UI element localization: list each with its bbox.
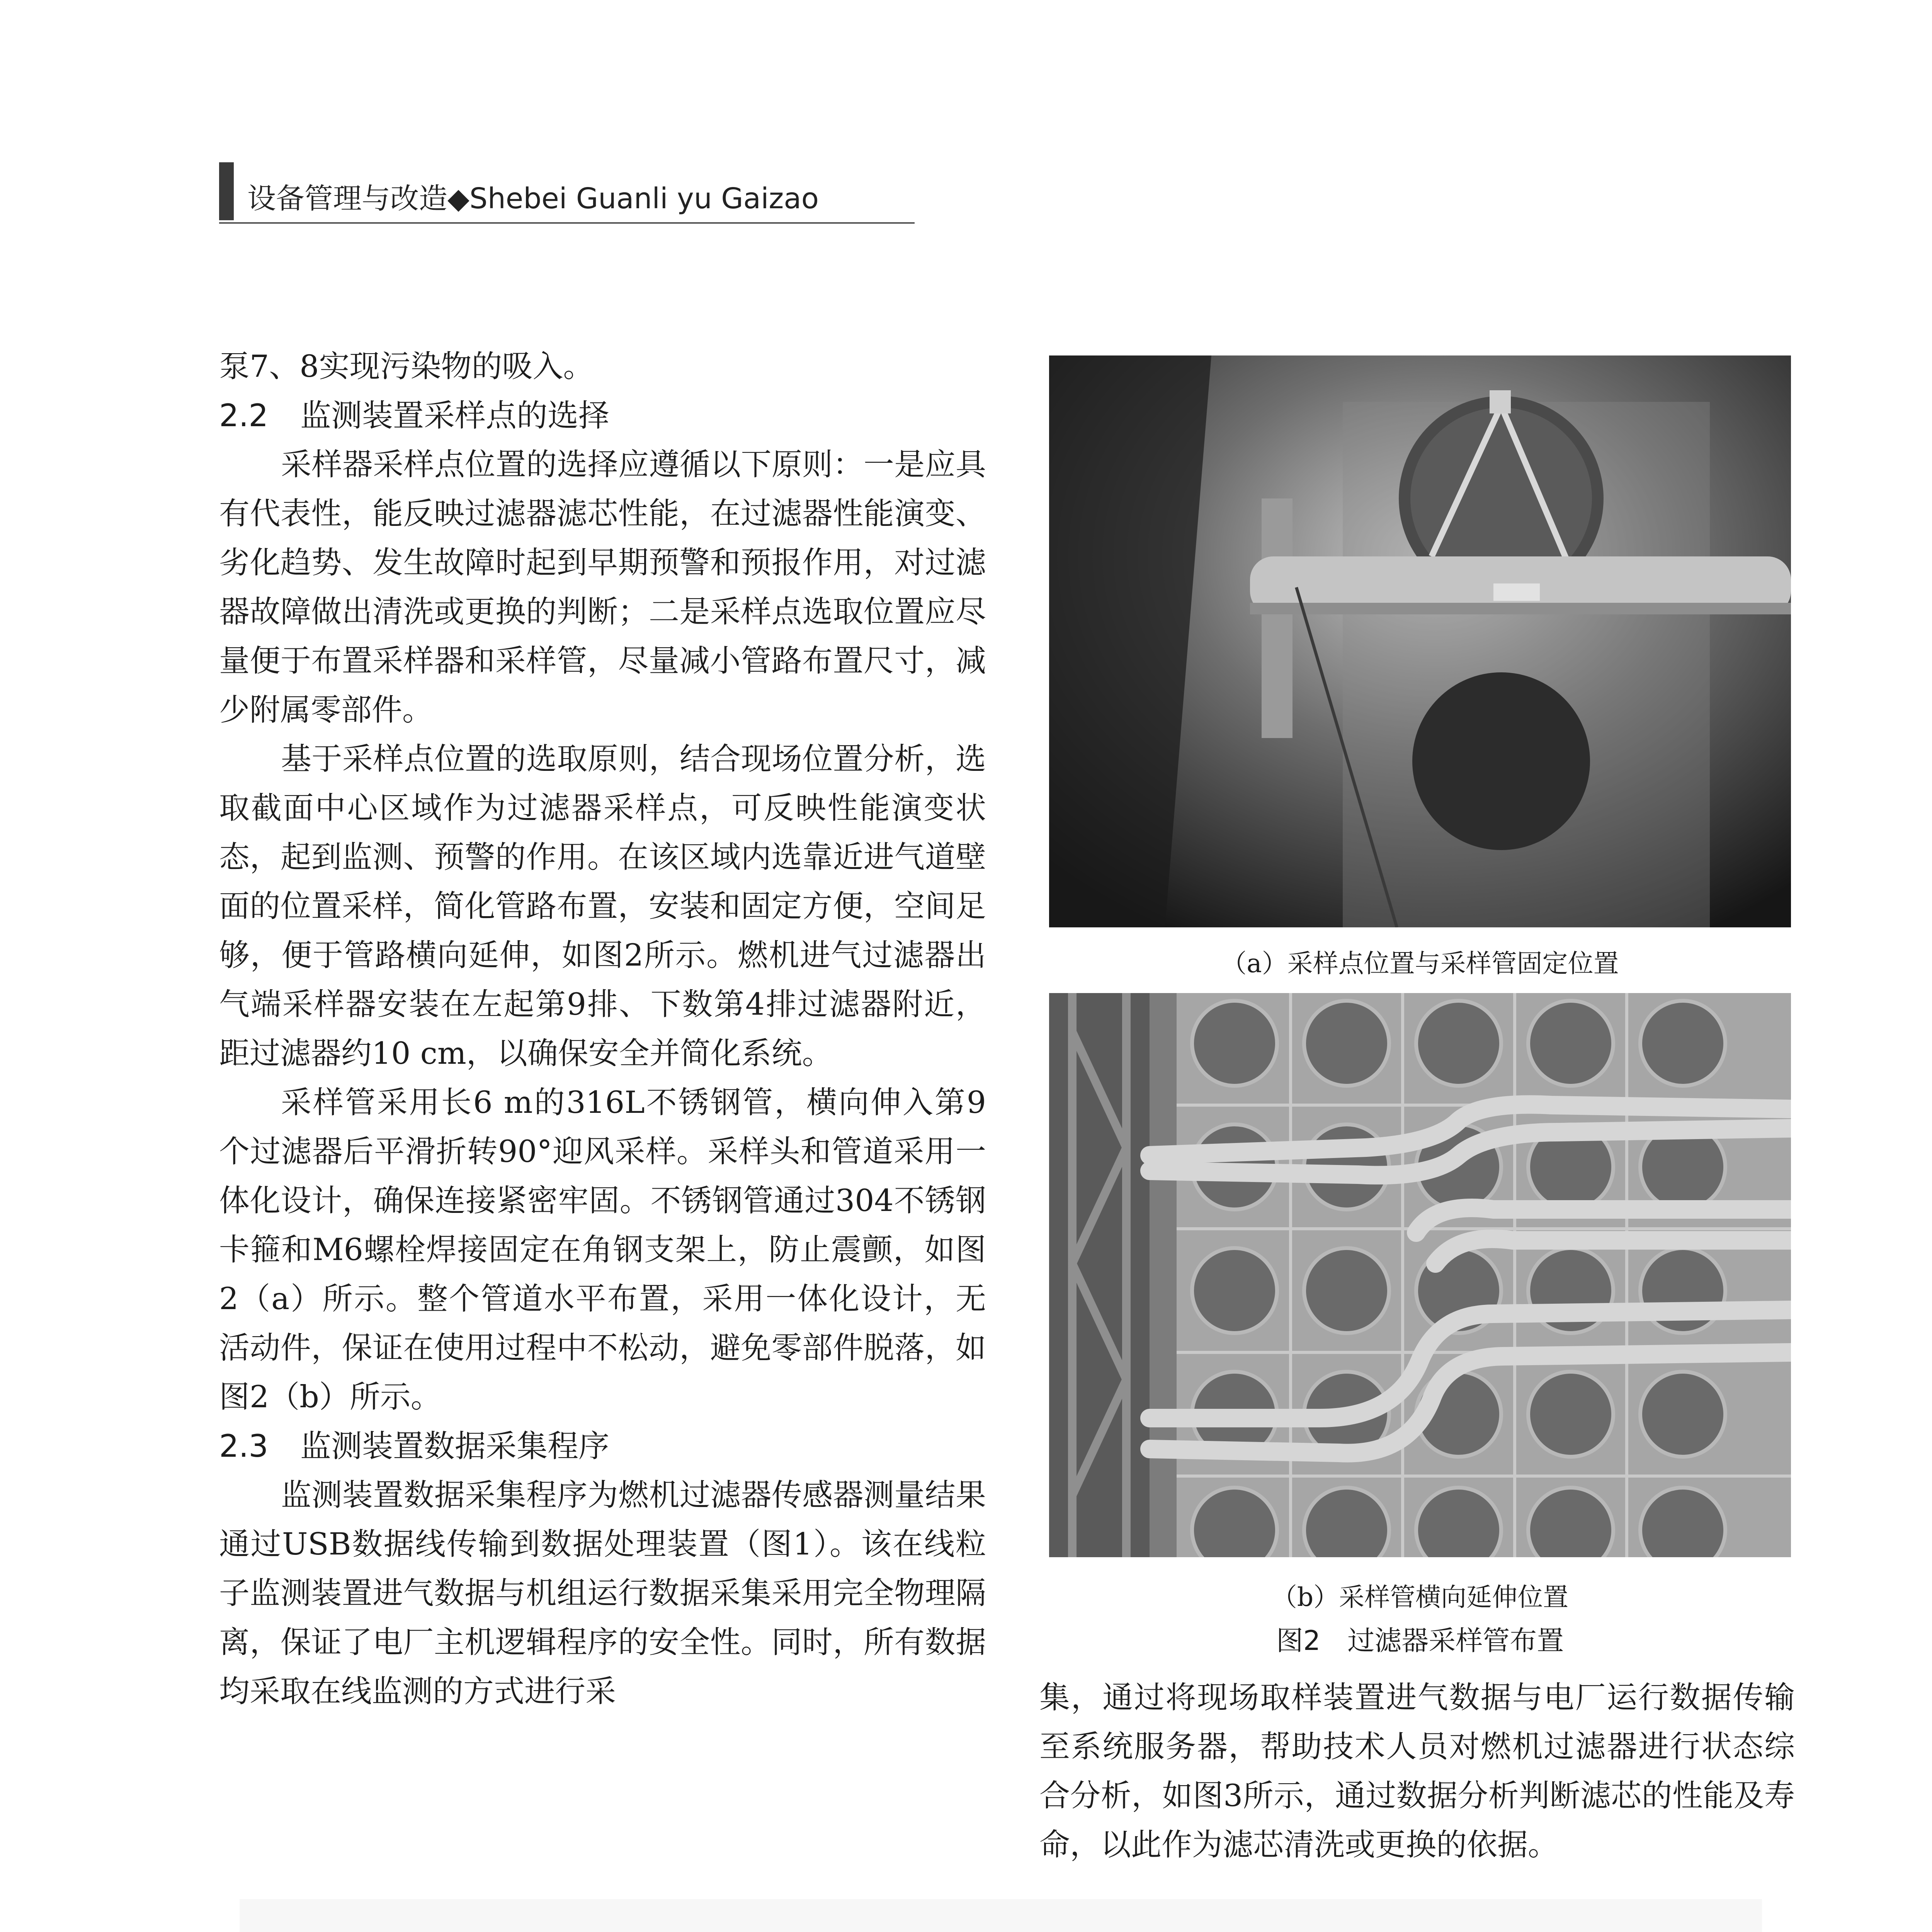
pipe-extension-photo: [1049, 993, 1791, 1557]
header-rule: [219, 222, 915, 224]
section-title: 监测装置数据采集程序: [300, 1428, 609, 1464]
section-heading-2-3: [219, 1422, 986, 1471]
paragraph-continuation: 泵7、8实现污染物的吸入。: [219, 349, 594, 384]
paragraph: 采样器采样点位置的选择应遵循以下原则：一是应具有代表性，能反映过滤器滤芯性能，在过滤器性能演变、劣化趋势、发生故障时起到早期预警和预报作用，对过滤器故障做出清洗或更换的判断；二是采样点选取位置应尽量便于布置采样器和采样管，尽量减小管路布置尺寸，减少附属零部件。: [219, 447, 986, 728]
header-bar: [219, 162, 234, 220]
paragraph: 采样管采用长6 m的316L不锈钢管，横向伸入第9个过滤器后平滑折转90°迎风采样。采样头和管道采用一体化设计，确保连接紧密牢固。不锈钢管通过304不锈钢卡箍和M6螺栓焊接固定在角钢支架上，防止震颤，如图2（a）所示。整个管道水平布置，采用一体化设计，无活动件，保证在使用过程中不松动，避免零部件脱落，如图2（b）所示。: [219, 1085, 986, 1415]
flow-diagram-graphics: [240, 1899, 1762, 1932]
sampling-point-photo: [1049, 355, 1791, 927]
paragraph: 集，通过将现场取样装置进气数据与电厂运行数据传输至系统服务器，帮助技术人员对燃机过滤器进行状态综合分析，如图3所示，通过数据分析判断滤芯的性能及寿命，以此作为滤芯清洗或更换的依据。: [1039, 1680, 1795, 1862]
section-number: 2.2: [219, 398, 269, 434]
figure-2b-photo: [1049, 993, 1791, 1557]
paragraph: 监测装置数据采集程序为燃机过滤器传感器测量结果通过USB数据线传输到数据处理装置（图1）。该在线粒子监测装置进气数据与机组运行数据采集采用完全物理隔离，保证了电厂主机逻辑程序的安全性。同时，所有数据均采取在线监测的方式进行采: [219, 1477, 986, 1709]
right-column: [1039, 1673, 1795, 1869]
figure-3-diagram: [240, 1899, 1762, 1932]
journal-name-cn: 设备管理与改造: [247, 182, 447, 215]
figure-2-title: 图2 过滤器采样管布置: [1276, 1625, 1564, 1656]
paragraph: 基于采样点位置的选取原则，结合现场位置分析，选取截面中心区域作为过滤器采样点，可反映性能演变状态，起到监测、预警的作用。在该区域内选靠近进气道壁面的位置采样，简化管路布置，安装和固定方便，空间足够，便于管路横向延伸，如图2所示。燃机进气过滤器出气端采样器安装在左起第9排、下数第4排过滤器附近，距过滤器约10 cm，以确保安全并简化系统。: [219, 741, 986, 1071]
figure-2a-photo: [1049, 355, 1791, 927]
section-heading-2-2: [219, 391, 986, 440]
figure-2a-caption: （a）采样点位置与采样管固定位置: [1221, 949, 1619, 978]
section-number: 2.3: [219, 1428, 269, 1464]
figure-2b-caption: （b）采样管横向延伸位置: [1271, 1582, 1569, 1612]
section-title: 监测装置采样点的选择: [300, 398, 609, 434]
left-column: [219, 342, 986, 1716]
journal-name-pinyin: Shebei Guanli yu Gaizao: [469, 182, 819, 215]
running-header: [247, 176, 819, 217]
header-separator: ◆: [447, 182, 469, 215]
